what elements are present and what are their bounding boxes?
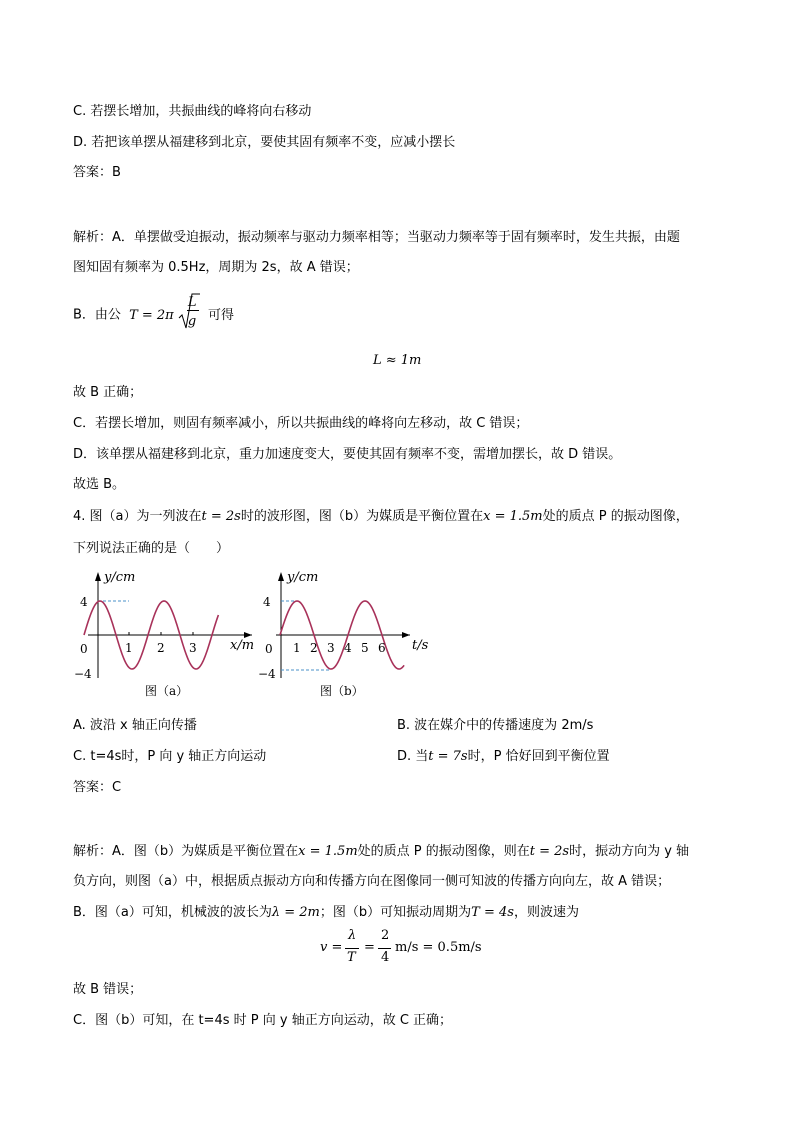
sqrt-sign: [178, 295, 200, 329]
v-den2: 4: [381, 950, 390, 965]
v-den1: T: [347, 950, 356, 965]
fraction-bar-1: [345, 948, 359, 949]
sol-time: t = 2s: [529, 844, 570, 859]
sol-period: T = 4s: [471, 905, 514, 920]
option-b: B. 波在媒介中的传播速度为 2m/s: [397, 718, 594, 733]
y-tick-neg: −4: [258, 667, 276, 681]
stem-part: 4. 图（a）为一列波在: [73, 509, 202, 524]
option-d-part: 时，P 恰好回到平衡位置: [467, 749, 610, 764]
figure-b-caption: 图（b）: [320, 684, 364, 698]
result-equation: L ≈ 1m: [373, 353, 422, 368]
solution-a-line2: 负方向，则图（a）中，根据质点振动方向和传播方向在图像同一侧可知波的传播方向向左，故 A 错误；: [73, 874, 671, 889]
y-tick-neg: −4: [74, 667, 92, 681]
y-tick-pos: 4: [263, 595, 271, 609]
option-c: C. 若摆长增加，共振曲线的峰将向右移动: [73, 104, 312, 119]
period-formula: T = 2π: [129, 307, 174, 323]
t-label: t/s: [412, 638, 429, 653]
sol-part: ，则波速为: [513, 905, 579, 920]
y-axis-arrow: [95, 572, 101, 581]
sol-part: 处的质点 P 的振动图像，则在: [357, 844, 530, 859]
sol-part: 解析：A．图（b）为媒质是平衡位置在: [73, 844, 299, 859]
question-4-stem-line1: [73, 508, 689, 526]
v-num1: λ: [348, 928, 357, 943]
answer: 答案：B: [73, 165, 121, 180]
x-tick-1: 1: [125, 641, 133, 655]
v-eq: =: [364, 940, 375, 955]
v-rhs: m/s = 0.5m/s: [395, 940, 482, 955]
fraction-bar-2: [378, 948, 391, 949]
x-tick-3: 3: [189, 641, 197, 655]
sol-part: B．图（a）可知，机械波的波长为: [73, 905, 272, 920]
option-d-time: t = 7s: [428, 749, 468, 764]
y-label: y/cm: [104, 570, 136, 585]
analysis-c: C．若摆长增加，则固有频率减小，所以共振曲线的峰将向左移动，故 C 错误；: [73, 416, 529, 431]
solution-b-line1: [73, 904, 579, 922]
sol-wavelength: λ = 2m: [271, 905, 320, 920]
option-d: [397, 748, 610, 766]
t-tick-1: 1: [293, 641, 301, 655]
y-tick-pos: 4: [80, 595, 88, 609]
sol-part: ；图（b）可知振动周期为: [319, 905, 472, 920]
sqrt-numerator: L: [187, 295, 197, 310]
t-tick-6: 6: [378, 641, 386, 655]
final-answer: 故选 B。: [73, 477, 126, 492]
analysis-b-suffix: 可得: [208, 307, 235, 323]
y-label: y/cm: [287, 570, 319, 585]
t-axis-arrow: [402, 632, 410, 638]
analysis-d: D．该单摆从福建移到北京，重力加速度变大，要使其固有频率不变，需增加摆长，故 D 错误。: [73, 447, 622, 462]
origin-label: 0: [265, 642, 273, 656]
x-label: x/m: [230, 638, 255, 653]
x-tick-2: 2: [157, 641, 165, 655]
solution-c: C．图（b）可知，在 t=4s 时 P 向 y 轴正方向运动，故 C 正确；: [73, 1013, 453, 1028]
t-tick-4: 4: [344, 641, 352, 655]
t-tick-2: 2: [310, 641, 318, 655]
solution-a-line1: [73, 843, 689, 861]
analysis-a-line1: 解析：A．单摆做受迫振动，振动频率与驱动力频率相等；当驱动力频率等于固有频率时，发生共振，由题: [73, 230, 680, 245]
stem-part: 处的质点 P 的振动图像，: [542, 509, 689, 524]
option-d: D. 若把该单摆从福建移到北京，要使其固有频率不变，应减小摆长: [73, 135, 456, 150]
option-a: A. 波沿 x 轴正向传播: [73, 718, 197, 733]
stem-part: 时的波形图，图（b）为媒质是平衡位置在: [240, 509, 484, 524]
sqrt-denominator: g: [187, 314, 197, 329]
stem-time: t = 2s: [201, 509, 241, 524]
sol-position: x = 1.5m: [298, 844, 358, 859]
option-c: C. t=4s时，P 向 y 轴正方向运动: [73, 749, 267, 764]
stem-position: x = 1.5m: [483, 509, 543, 524]
figure-a-caption: 图（a）: [145, 684, 189, 698]
t-tick-5: 5: [361, 641, 369, 655]
fraction-bar: [187, 310, 199, 311]
t-tick-3: 3: [327, 641, 335, 655]
v-num2: 2: [381, 928, 390, 943]
origin-label: 0: [80, 642, 88, 656]
solution-b-end: 故 B 错误；: [73, 982, 143, 997]
analysis-a-line2: 图知固有频率为 0.5Hz，周期为 2s，故 A 错误；: [73, 260, 359, 275]
figure-a-wave-graph: [70, 568, 260, 703]
y-axis-arrow: [278, 572, 284, 581]
v-lhs: v =: [320, 940, 343, 955]
figure-b-vibration-graph: [258, 568, 438, 703]
sol-part: 时，振动方向为 y 轴: [569, 844, 690, 859]
answer: 答案：C: [73, 780, 122, 795]
analysis-b-line: [73, 295, 235, 329]
analysis-b-end: 故 B 正确；: [73, 385, 143, 400]
option-d-part: D. 当: [397, 749, 429, 764]
question-4-stem-line2: 下列说法正确的是（ ）: [73, 541, 230, 556]
analysis-b-prefix: B．由公: [73, 307, 121, 323]
